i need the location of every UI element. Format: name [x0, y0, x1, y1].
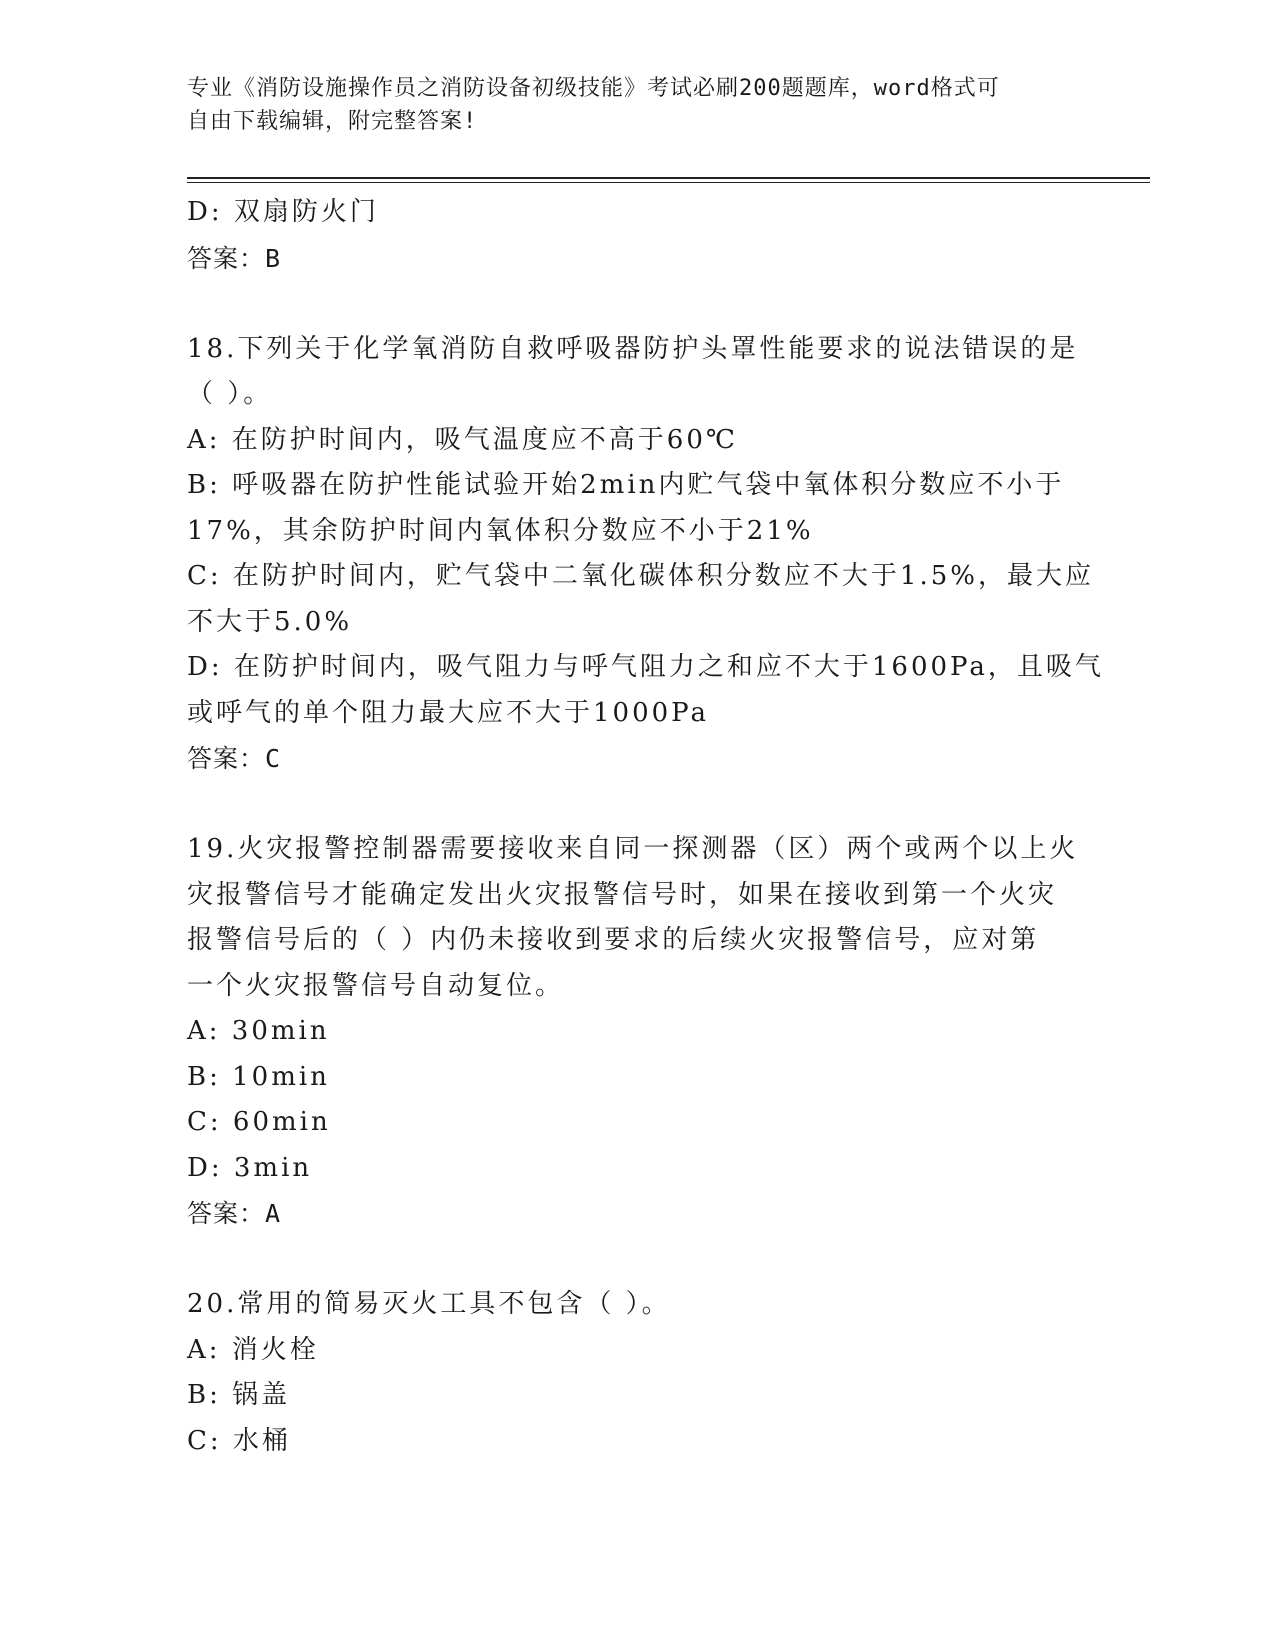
spacer — [187, 281, 1087, 327]
q18-answer: 答案：C — [187, 744, 282, 773]
spacer — [187, 782, 1087, 828]
q20-stem-line-1: 20.常用的简易灭火工具不包含（ ）。 — [187, 1289, 671, 1319]
q19-option-b: B: 10min — [187, 1061, 330, 1092]
q20-option-b: B: 锅盖 — [187, 1380, 291, 1410]
q20-option-c: C: 水桶 — [187, 1425, 291, 1456]
header-divider-thick — [187, 177, 1150, 179]
question-content — [187, 190, 1104, 1464]
q17-option-d: D: 双扇防火门 — [187, 197, 379, 227]
q19-stem-line-4: 一个火灾报警信号自动复位。 — [187, 970, 565, 1001]
q18-option-a: A: 在防护时间内，吸气温度应不高于60℃ — [187, 424, 738, 455]
q17-answer: 答案：B — [187, 243, 282, 273]
q19-answer: 答案：A — [187, 1199, 282, 1228]
q19-stem-line-3: 报警信号后的（ ）内仍未接收到要求的后续火灾报警信号，应对第 — [187, 925, 1040, 955]
q18-option-c-line-2: 不大于5.0% — [187, 606, 353, 637]
q18-option-d-line-1: D: 在防护时间内，吸气阻力与呼气阻力之和应不大于1600Pa，且吸气 — [187, 652, 1104, 682]
q18-stem-line-1: 18.下列关于化学氧消防自救呼吸器防护头罩性能要求的说法错误的是 — [187, 333, 1079, 364]
header-divider-thin — [187, 182, 1150, 183]
document-header — [187, 72, 1067, 138]
header-line-1: 专业《消防设施操作员之消防设备初级技能》考试必刷200题题库，word格式可 — [187, 76, 1000, 101]
header-line-2: 自由下载编辑，附完整答案! — [187, 109, 478, 134]
q19-stem-line-2: 灾报警信号才能确定发出火灾报警信号时，如果在接收到第一个火灾 — [187, 879, 1058, 910]
q18-option-c-line-1: C: 在防护时间内，贮气袋中二氧化碳体积分数应不大于1.5%，最大应 — [187, 561, 1094, 591]
q18-stem-line-2: （ ）。 — [187, 379, 273, 409]
q19-stem-line-1: 19.火灾报警控制器需要接收来自同一探测器（区）两个或两个以上火 — [187, 834, 1079, 864]
q19-option-a: A: 30min — [187, 1016, 330, 1046]
q19-option-d: D: 3min — [187, 1152, 313, 1183]
q20-option-a: A: 消火栓 — [187, 1334, 319, 1365]
q18-option-b-line-1: B: 呼吸器在防护性能试验开始2min内贮气袋中氧体积分数应不小于 — [187, 470, 1065, 500]
q18-option-d-line-2: 或呼气的单个阻力最大应不大于1000Pa — [187, 697, 709, 728]
q18-option-b-line-2: 17%，其余防护时间内氧体积分数应不小于21% — [187, 515, 814, 546]
q19-option-c: C: 60min — [187, 1107, 331, 1137]
spacer — [187, 1237, 1087, 1283]
